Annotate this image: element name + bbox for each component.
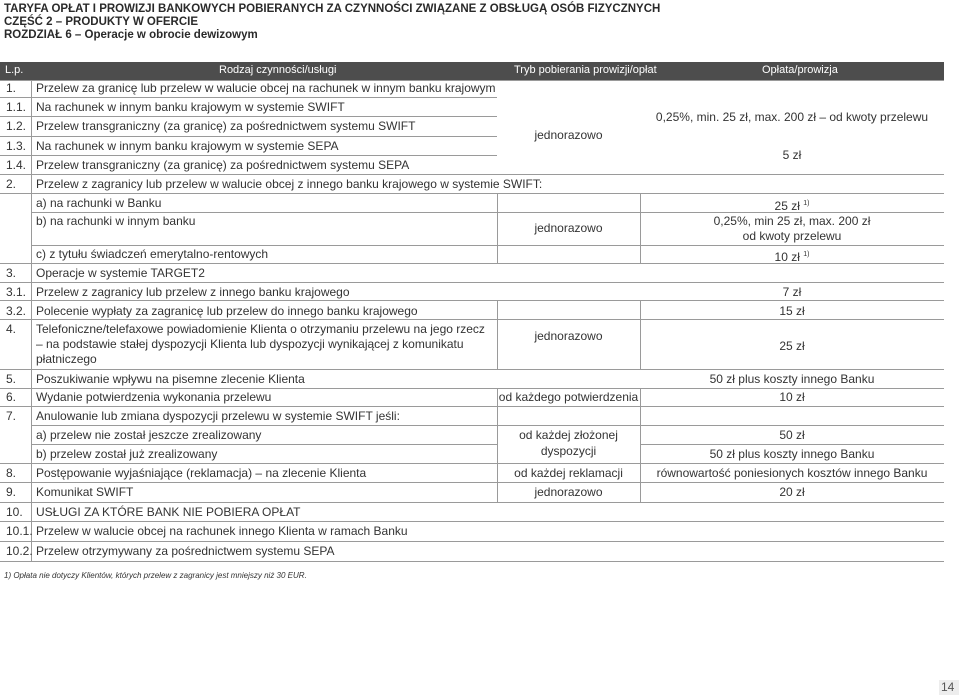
row-1-1-text: Na rachunek w innym banku krajowym w systemie SWIFT [36, 100, 345, 114]
footnote: 1) Opłata nie dotyczy Klientów, których przelew z zagranicy jest mniejszy niż 30 EUR. [4, 571, 307, 580]
row-9-text: Komunikat SWIFT [36, 485, 134, 499]
row-2b-text: b) na rachunki w innym banku [36, 214, 196, 228]
row-3-text: Operacje w systemie TARGET2 [36, 266, 205, 280]
row-7a-text: a) przelew nie został jeszcze zrealizowany [36, 428, 262, 442]
row-4-fee: 25 zł [779, 339, 805, 353]
row-4-text-line1: Telefoniczne/telefaxowe powiadomienie Klienta o otrzymaniu przelewu na jego rzecz [36, 322, 485, 336]
row-2-num: 2. [6, 177, 17, 191]
row-10-2-text: Przelew otrzymywany za pośrednictwem systemu SEPA [36, 544, 335, 558]
col-mode: Tryb pobierania prowizji/opłat [514, 64, 657, 76]
row-2a-fee: 25 zł $^{1)}$ [774, 199, 810, 213]
row-9-num: 9. [6, 485, 17, 499]
row-5-fee: 50 zł plus koszty innego Banku [709, 372, 875, 386]
row-1-text: Przelew za granicę lub przelew w walucie obcej na rachunek w innym banku krajowym [36, 81, 496, 95]
row-9-mode: jednorazowo [534, 485, 603, 499]
document-header [4, 3, 660, 42]
row-7b-text: b) przelew został już zrealizowany [36, 447, 218, 461]
row-6-mode: od każdego potwierdzenia [498, 390, 639, 404]
row-7a-fee: 50 zł [779, 428, 805, 442]
row-4-num: 4. [6, 322, 17, 336]
row-2c-fee: 10 zł $^{1)}$ [774, 250, 810, 264]
row-5-num: 5. [6, 372, 17, 386]
col-service: Rodzaj czynności/usługi [219, 64, 337, 76]
row-6-fee: 10 zł [779, 390, 805, 404]
row-2-mode: jednorazowo [534, 221, 603, 235]
row-8-num: 8. [6, 466, 17, 480]
table-header [0, 62, 944, 80]
part-title: CZĘŚĆ 2 – PRODUKTY W OFERCIE [4, 16, 199, 28]
row-7-mode-line1: od każdej złożonej [519, 428, 618, 442]
row-10-1-text: Przelew w walucie obcej na rachunek innego Klienta w ramach Banku [36, 524, 408, 538]
row-8-mode: od każdej reklamacji [514, 466, 623, 480]
row-1-fee-swift: 0,25%, min. 25 zł, max. 200 zł – od kwoty przelewu [655, 110, 929, 124]
row-7-text: Anulowanie lub zmiana dyspozycji przelewu w systemie SWIFT jeśli: [36, 409, 400, 423]
row-4-text-line3: płatniczego [36, 352, 97, 366]
row-3-4-mode: jednorazowo [534, 329, 603, 343]
page-number: 14 [941, 680, 955, 694]
row-8-text: Postępowanie wyjaśniające (reklamacja) – na zlecenie Klienta [36, 466, 367, 480]
chapter-title: ROZDZIAŁ 6 – Operacje w obrocie dewizowym [4, 29, 258, 41]
row-3-2-fee: 15 zł [779, 304, 805, 318]
row-1-mode: jednorazowo [534, 128, 603, 142]
row-7-mode-line2: dyspozycji [540, 444, 597, 458]
row-7-num: 7. [6, 409, 17, 423]
row-8-fee: równowartość poniesionych kosztów innego Banku [656, 466, 928, 480]
row-1-fee-sepa: 5 zł [782, 148, 802, 162]
row-7b-fee: 50 zł plus koszty innego Banku [709, 447, 875, 461]
row-1-4-text: Przelew transgraniczny (za granicę) za pośrednictwem systemu SEPA [36, 158, 410, 172]
row-2b-fee-line1: 0,25%, min 25 zł, max. 200 zł [713, 214, 871, 228]
row-3-1-text: Przelew z zagranicy lub przelew z innego banku krajowego [36, 285, 350, 299]
row-1-2-text: Przelew transgraniczny (za granicę) za pośrednictwem systemu SWIFT [36, 119, 416, 133]
row-1-num: 1. [6, 81, 17, 95]
row-1-3-num: 1.3. [6, 139, 27, 153]
row-1-3-text: Na rachunek w innym banku krajowym w systemie SEPA [36, 139, 339, 153]
row-10-num: 10. [6, 505, 23, 519]
row-10-1-num: 10.1. [6, 524, 33, 538]
row-2b-fee-line2: od kwoty przelewu [742, 229, 842, 243]
row-3-2-text: Polecenie wypłaty za zagranicę lub przelew do innego banku krajowego [36, 304, 418, 318]
row-1-4-num: 1.4. [6, 158, 27, 172]
row-3-1-fee: 7 zł [782, 285, 802, 299]
row-2-text: Przelew z zagranicy lub przelew w walucie obcej z innego banku krajowego w systemie SWIFT: [36, 177, 543, 191]
row-3-2-num: 3.2. [6, 304, 27, 318]
row-4-text-line2: – na podstawie stałej dyspozycji Klienta lub dyspozycji wynikającej z komunikatu [36, 337, 464, 351]
row-6-num: 6. [6, 390, 17, 404]
col-fee: Opłata/prowizja [762, 64, 838, 76]
row-5-text: Poszukiwanie wpływu na pisemne zlecenie Klienta [36, 372, 305, 386]
col-lp: L.p. [5, 64, 24, 76]
row-3-num: 3. [6, 266, 17, 280]
row-1-2-num: 1.2. [6, 119, 27, 133]
tariff-title: TARYFA OPŁAT I PROWIZJI BANKOWYCH POBIERANYCH ZA CZYNNOŚCI ZWIĄZANE Z OBSŁUGĄ OSÓB FIZYCZNYCH [4, 3, 661, 15]
row-6-text: Wydanie potwierdzenia wykonania przelewu [36, 390, 272, 404]
row-9-fee: 20 zł [779, 485, 805, 499]
row-2a-text: a) na rachunki w Banku [36, 196, 162, 210]
row-10-text: USŁUGI ZA KTÓRE BANK NIE POBIERA OPŁAT [36, 505, 301, 519]
row-1-1-num: 1.1. [6, 100, 27, 114]
row-10-2-num: 10.2. [6, 544, 33, 558]
row-3-1-num: 3.1. [6, 285, 27, 299]
row-2c-text: c) z tytułu świadczeń emerytalno-rentowych [36, 247, 269, 261]
